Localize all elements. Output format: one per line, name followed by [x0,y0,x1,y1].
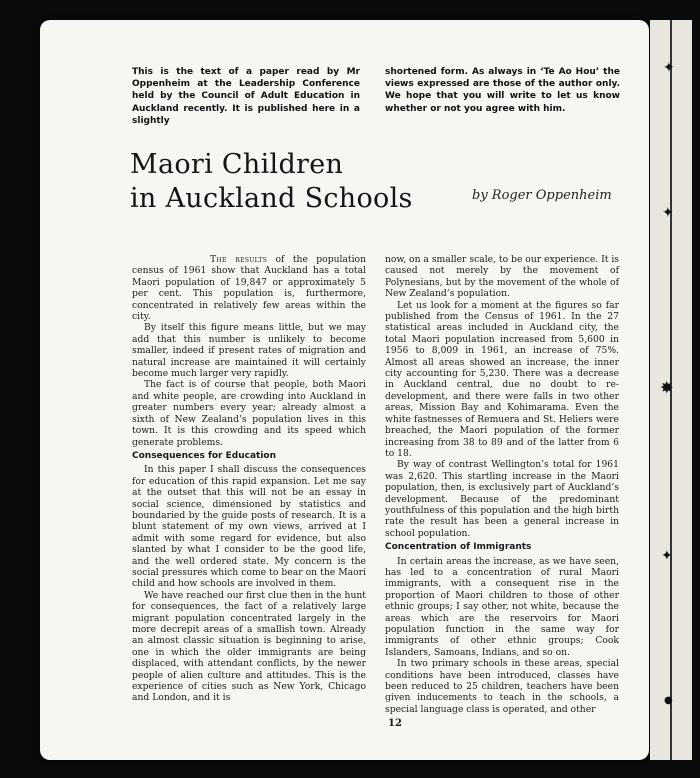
paragraph: By way of contrast Wellington’s total for 1961 was 2,620. This startling increase in the Maori population, then, is exclusively part of Auckland’s development. Because of the predominant youthfulness of this population and the high birth rate the result has been a general increase in school population. [385,459,619,539]
intro-right: shortened form. As always in ‘Te Ao Hou’ the views expressed are those of the author only. We hope that you will write to let us know whether or not you agree with him. [385,67,620,114]
paragraph: In this paper I shall discuss the consequences for education of this rapid expansion. Let me say at the outset that this will not be an essay in social science, dimensioned by statistics and boundaried by the guide posts of research. It is a blunt statement of my own views, arrived at I admit with some regard for evidence, but also slanted by what I consider to be the good life, and the well ordered state. My concern is the social pressures which come to bear on the Maori child and how schools are involved in them. [132,464,366,590]
article-title [130,148,450,216]
page-number: 12 [388,718,402,729]
paragraph: The fact is of course that people, both Maori and white people, are crowding into Auckland in greater numbers every year; already almost a sixth of New Zealand’s population lives in this town. It is this crowding and its speed which generate problems. [132,379,366,448]
page-sheet [40,20,649,760]
section-heading: Concentration of Immigrants [385,542,532,553]
lead-in: The results [210,254,268,265]
byline: by Roger Oppenheim [472,188,612,203]
paragraph: Let us look for a moment at the figures so far published from the Census of 1961. In the 27 statistical areas included in Auckland city, the total Maori population increased from 5,600 in 1956 to 8,009 in 1961, an increase of 75%. Almost all areas showed an increase, the inner city accounting for 5,230. There was a decrease in Auckland central, due no doubt to re-development, and there were falls in two other areas, Mission Bay and Kohimarama. Even the white fastnesses of Remuera and St. Heliers were breached, the Maori population of the former increasing from 38 to 89 and of the latter from 6 to 18. [385,299,619,459]
binding-ornament-icon: ● [664,695,673,706]
paragraph-text: of the population census of 1961 show that Auckland has a total Maori population of 19,847 or approximately 5 per cent. This population is, furthermore, concentrated in relatively few areas within the city. [132,254,366,323]
intro-left: This is the text of a paper read by Mr Oppenheim at the Leadership Conference held by the Council of Adult Education in Auckland recently. It is published here in a slightly [132,67,360,126]
binding-ornament-icon: ✦ [662,205,674,221]
section-heading: Consequences for Education [132,450,276,461]
paragraph: In two primary schools in these areas, special conditions have been introduced, classes have been reduced to 25 children, teachers have been given inducements to teach in the schools, a special language class is operated, and other [385,658,619,715]
right-column [385,254,619,715]
paragraph: By itself this figure means little, but we may add that this number is unlikely to become smaller, indeed if present rates of migration and natural increase are maintained it will certainly become much larger very rapidly. [132,322,366,380]
left-column [132,254,366,704]
paragraph: now, on a smaller scale, to be our experience. It is caused not merely by the movement of Polynesians, but by the movement of the whole of New Zealand’s population. [385,254,619,300]
paragraph [132,254,366,322]
paragraph: In certain areas the increase, as we have seen, has led to a concentration of rural Maori immigrants, with a consequent rise in the proportion of Maori children to those of other ethnic groups; I say other, not white, because the areas which are the reservoirs for Maori population function in the same way for immigrants of other ethnic groups; Cook Islanders, Samoans, Indians, and so on. [385,555,619,658]
binding-ornament-icon: ✦ [661,548,673,564]
paragraph: We have reached our first clue then in the hunt for consequences, the fact of a relatively large migrant population concentrated largely in the more decrepit areas of a smallish town. Already an almost classic situation is beginning to arise, one in which the older immigrants are being displaced, with attendant conflicts, by the newer people of alien culture and attitudes. This is the experience of cities such as New York, Chicago and London, and it is [132,589,366,704]
binding-ornament-icon: ✦ [663,60,675,76]
binding-ornament-icon: ✸ [660,378,674,397]
title-line-1: Maori Children [130,149,344,180]
title-line-2: in Auckland Schools [130,183,413,214]
